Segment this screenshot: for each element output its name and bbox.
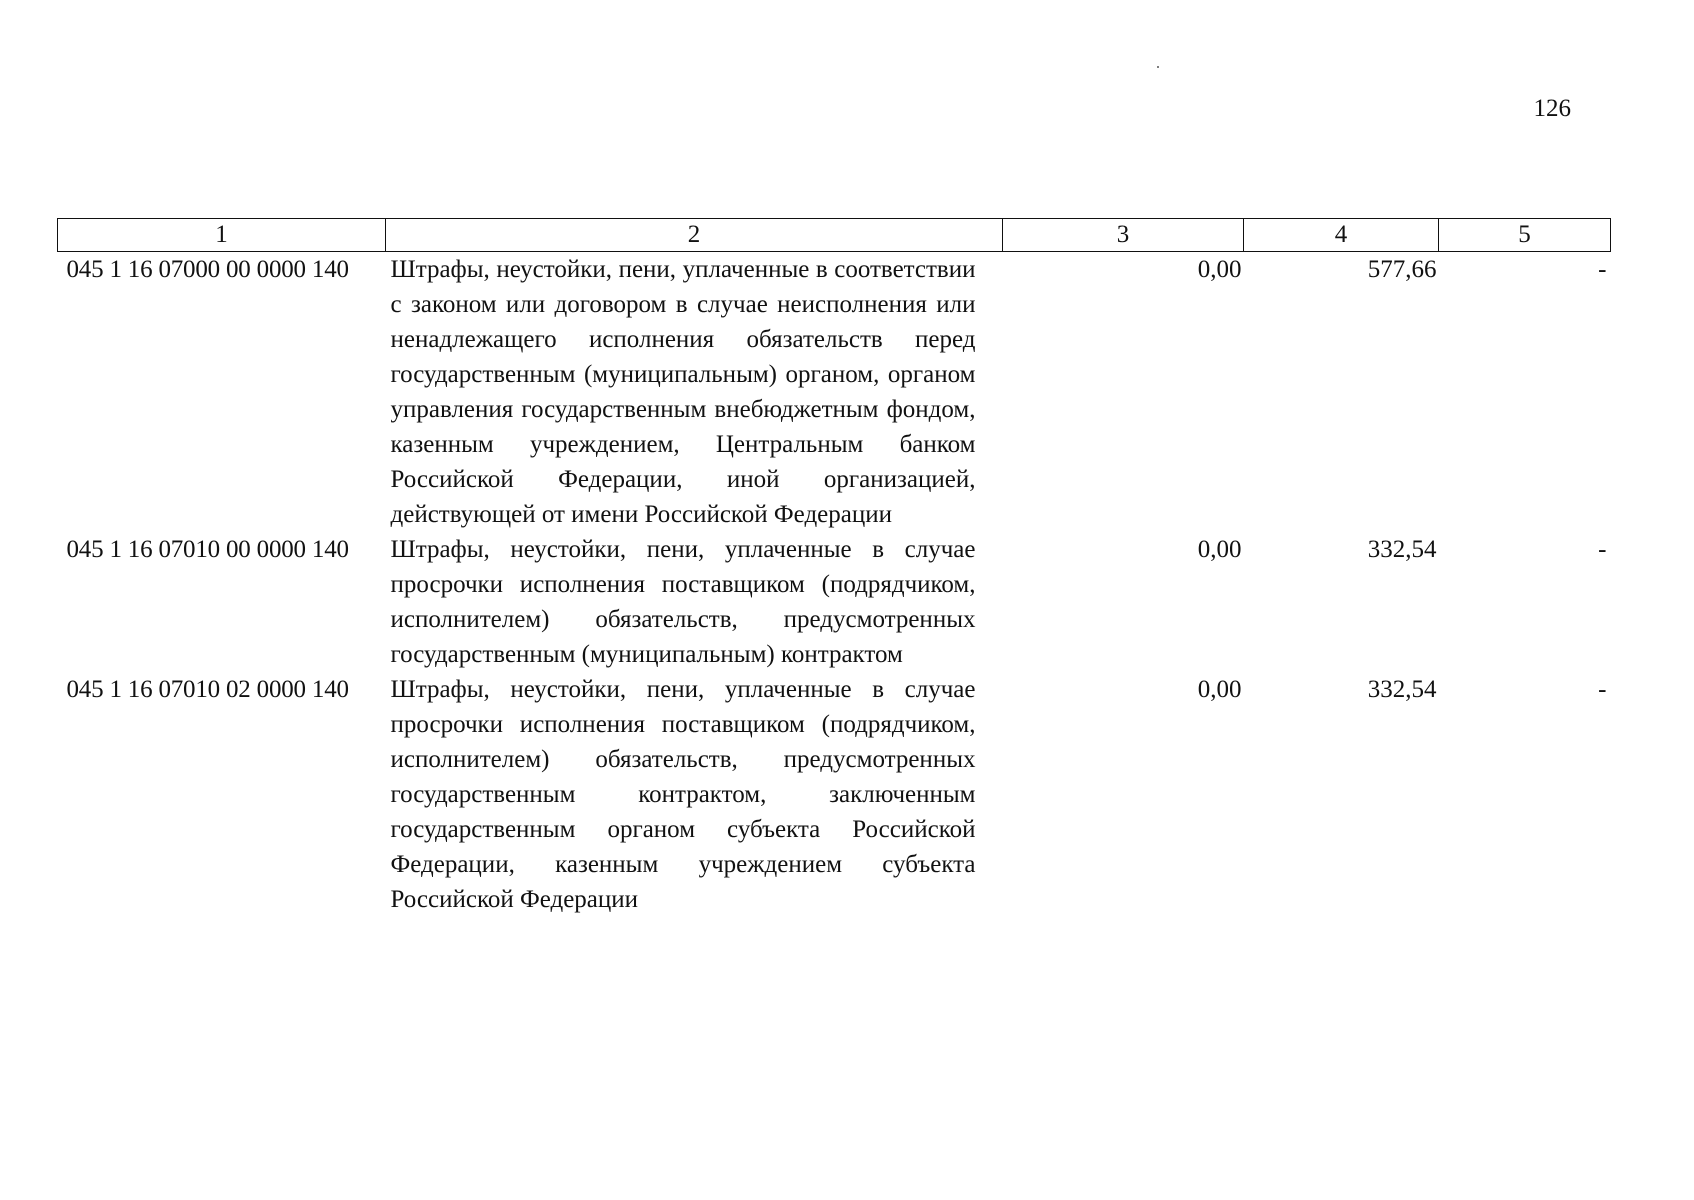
table-header (58, 219, 1611, 252)
header-col-5: 5 (1439, 219, 1611, 252)
row-description-cell (386, 252, 1003, 533)
budget-table (57, 218, 1611, 917)
row-col4-value: 577,66 (1367, 256, 1437, 283)
budget-table-container (57, 218, 1610, 917)
header-col-1: 1 (58, 219, 386, 252)
row-col5-value: - (1598, 676, 1607, 703)
row-col5-value: - (1598, 536, 1607, 563)
row-code: 045 1 16 07000 00 0000 140 (66, 256, 349, 283)
page-number: 126 (1533, 95, 1571, 122)
row-code: 045 1 16 07010 00 0000 140 (66, 536, 349, 563)
row-col3-value: 0,00 (1197, 536, 1242, 563)
row-col4-value: 332,54 (1367, 536, 1437, 563)
row-description-cell (386, 532, 1003, 672)
table-row (58, 672, 1611, 917)
header-col-2: 2 (386, 219, 1003, 252)
table-row (58, 532, 1611, 672)
row-description: Штрафы, неустойки, пени, уплаченные в случае просрочки исполнения поставщиком (подрядчиком, исполнителем) обязательств, предусмотренных государственным (муниципальным) контрактом (390, 536, 976, 668)
header-col-4: 4 (1244, 219, 1439, 252)
header-col-3: 3 (1003, 219, 1244, 252)
row-col4-value: 332,54 (1367, 676, 1437, 703)
scan-speck (1157, 66, 1159, 68)
row-description-cell (386, 672, 1003, 917)
row-code: 045 1 16 07010 02 0000 140 (66, 676, 349, 703)
row-col3-value: 0,00 (1197, 256, 1242, 283)
header-row (58, 219, 1611, 252)
row-col5-value: - (1598, 256, 1607, 283)
table-row (58, 252, 1611, 533)
row-description: Штрафы, неустойки, пени, уплаченные в случае просрочки исполнения поставщиком (подрядчиком, исполнителем) обязательств, предусмотренных государственным контрактом, заключенным государственным органом субъекта Российской Федерации, казенным учреждением субъекта Российской Федерации (390, 676, 976, 913)
row-description: Штрафы, неустойки, пени, уплаченные в соответствии с законом или договором в случае неисполнения или ненадлежащего исполнения обязательств перед государственным (муниципальным) органом, органом управления государственным внебюджетным фондом, казенным учреждением, Центральным банком Российской Федерации, иной организацией, действующей от имени Российской Федерации (390, 256, 976, 528)
table-body (58, 252, 1611, 918)
row-col3-value: 0,00 (1197, 676, 1242, 703)
